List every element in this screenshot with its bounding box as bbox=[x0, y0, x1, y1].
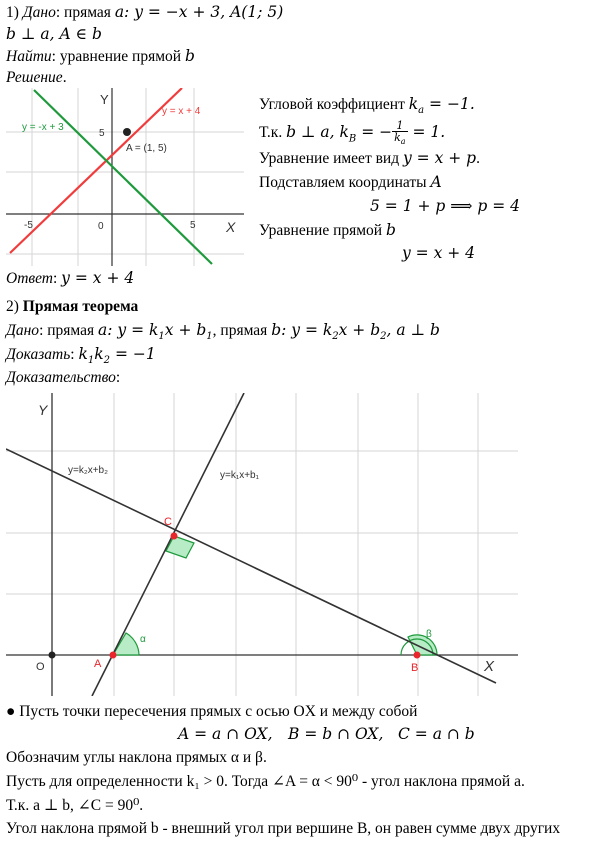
tick-y5: 5 bbox=[99, 128, 105, 139]
axis-y-label-2: Y bbox=[38, 402, 48, 418]
origin-label: 0 bbox=[98, 221, 104, 232]
task2-given-line: Дано: прямая a: $y = k_1x + b_1$, прямая b: $y = k_2x + b_2$, a ⊥ b bbox=[6, 321, 440, 343]
point-a bbox=[123, 128, 131, 136]
line-a-label: y=k₁x+b₁ bbox=[220, 470, 259, 481]
tick-x5: 5 bbox=[190, 220, 196, 231]
alpha-label: α bbox=[140, 634, 146, 645]
task2-prove-line: Доказать: $k_1k_2 = -1$ bbox=[6, 345, 156, 367]
proof-p2a: A = a ∩ OX, bbox=[178, 725, 273, 743]
task1-find-line: Найти: уравнение прямой b bbox=[6, 47, 195, 65]
point-a-label-2: A bbox=[94, 658, 102, 670]
task2-graph bbox=[6, 393, 518, 696]
task2-proof-label: Доказательство: bbox=[6, 369, 121, 386]
task1-given-line2: b ⊥ a, A ∈ b bbox=[6, 25, 102, 43]
graph-background bbox=[6, 88, 244, 266]
axis-x-label: X bbox=[226, 219, 236, 235]
proof-p3: Обозначим углы наклона прямых α и β. bbox=[6, 749, 267, 766]
proof-p2c: C = a ∩ b bbox=[398, 725, 475, 743]
line-green-label: y = -x + 3 bbox=[22, 122, 64, 133]
proof-p1: ● Пусть точки пересечения прямых с осью OX и между собой bbox=[6, 703, 418, 720]
sol-line-4: Подставляем координаты A bbox=[259, 173, 442, 191]
sol-line-1: Угловой коэффициент $k_a = -1$. bbox=[259, 95, 475, 117]
proof-p5: Т.к. a ⊥ b, ∠C = 90⁰. bbox=[6, 797, 144, 814]
point-b bbox=[414, 652, 421, 659]
tick-xm5: -5 bbox=[24, 220, 33, 231]
sol-line-2: Т.к. b ⊥ a, $k_B$ = − $\frac{1}{k_a}$ = 1. bbox=[259, 119, 446, 147]
point-c-label: C bbox=[164, 516, 172, 528]
task1-solution-label: Решение. bbox=[6, 69, 67, 86]
proof-p2b: B = b ∩ OX, bbox=[288, 725, 384, 743]
point-a-label: A = (1, 5) bbox=[126, 143, 167, 154]
point-a-2 bbox=[110, 652, 117, 659]
point-b-label: B bbox=[411, 662, 419, 674]
origin-label-2: O bbox=[36, 661, 45, 673]
sol-line-5: 5 = 1 + p ⟹ p = 4 bbox=[370, 197, 521, 215]
task2-title: 2) Прямая теорема bbox=[6, 298, 139, 315]
beta-label: β bbox=[426, 629, 432, 640]
axis-y-label: Y bbox=[100, 92, 109, 107]
task1-answer: Ответ: y = x + 4 bbox=[6, 269, 135, 287]
axis-x-label-2: X bbox=[484, 658, 495, 675]
proof-p4: Пусть для определенности k₁ > 0. Тогда ∠A = α < 90⁰ - угол наклона прямой a. bbox=[6, 773, 525, 790]
task1-graph bbox=[6, 88, 244, 266]
sol-line-3: Уравнение имеет вид y = x + p. bbox=[259, 149, 480, 167]
given-label: Дано bbox=[22, 4, 56, 21]
fraction: $\frac{1}{k_a}$ bbox=[394, 119, 406, 147]
line-red-label: y = x + 4 bbox=[162, 106, 201, 117]
task1-given-line: 1) Дано: прямая a: y = −x + 3, A(1; 5) bbox=[6, 3, 284, 21]
origin-point bbox=[49, 652, 56, 659]
line-b-label: y=k₂x+b₂ bbox=[68, 465, 109, 476]
proof-p6: Угол наклона прямой b - внешний угол при вершине B, он равен сумме двух других bbox=[6, 820, 561, 837]
sol-line-7: y = x + 4 bbox=[402, 244, 476, 262]
find-label: Найти bbox=[6, 48, 52, 65]
graph2-background bbox=[6, 393, 518, 696]
sol-line-6: Уравнение прямой b bbox=[259, 221, 396, 239]
point-c bbox=[171, 533, 178, 540]
